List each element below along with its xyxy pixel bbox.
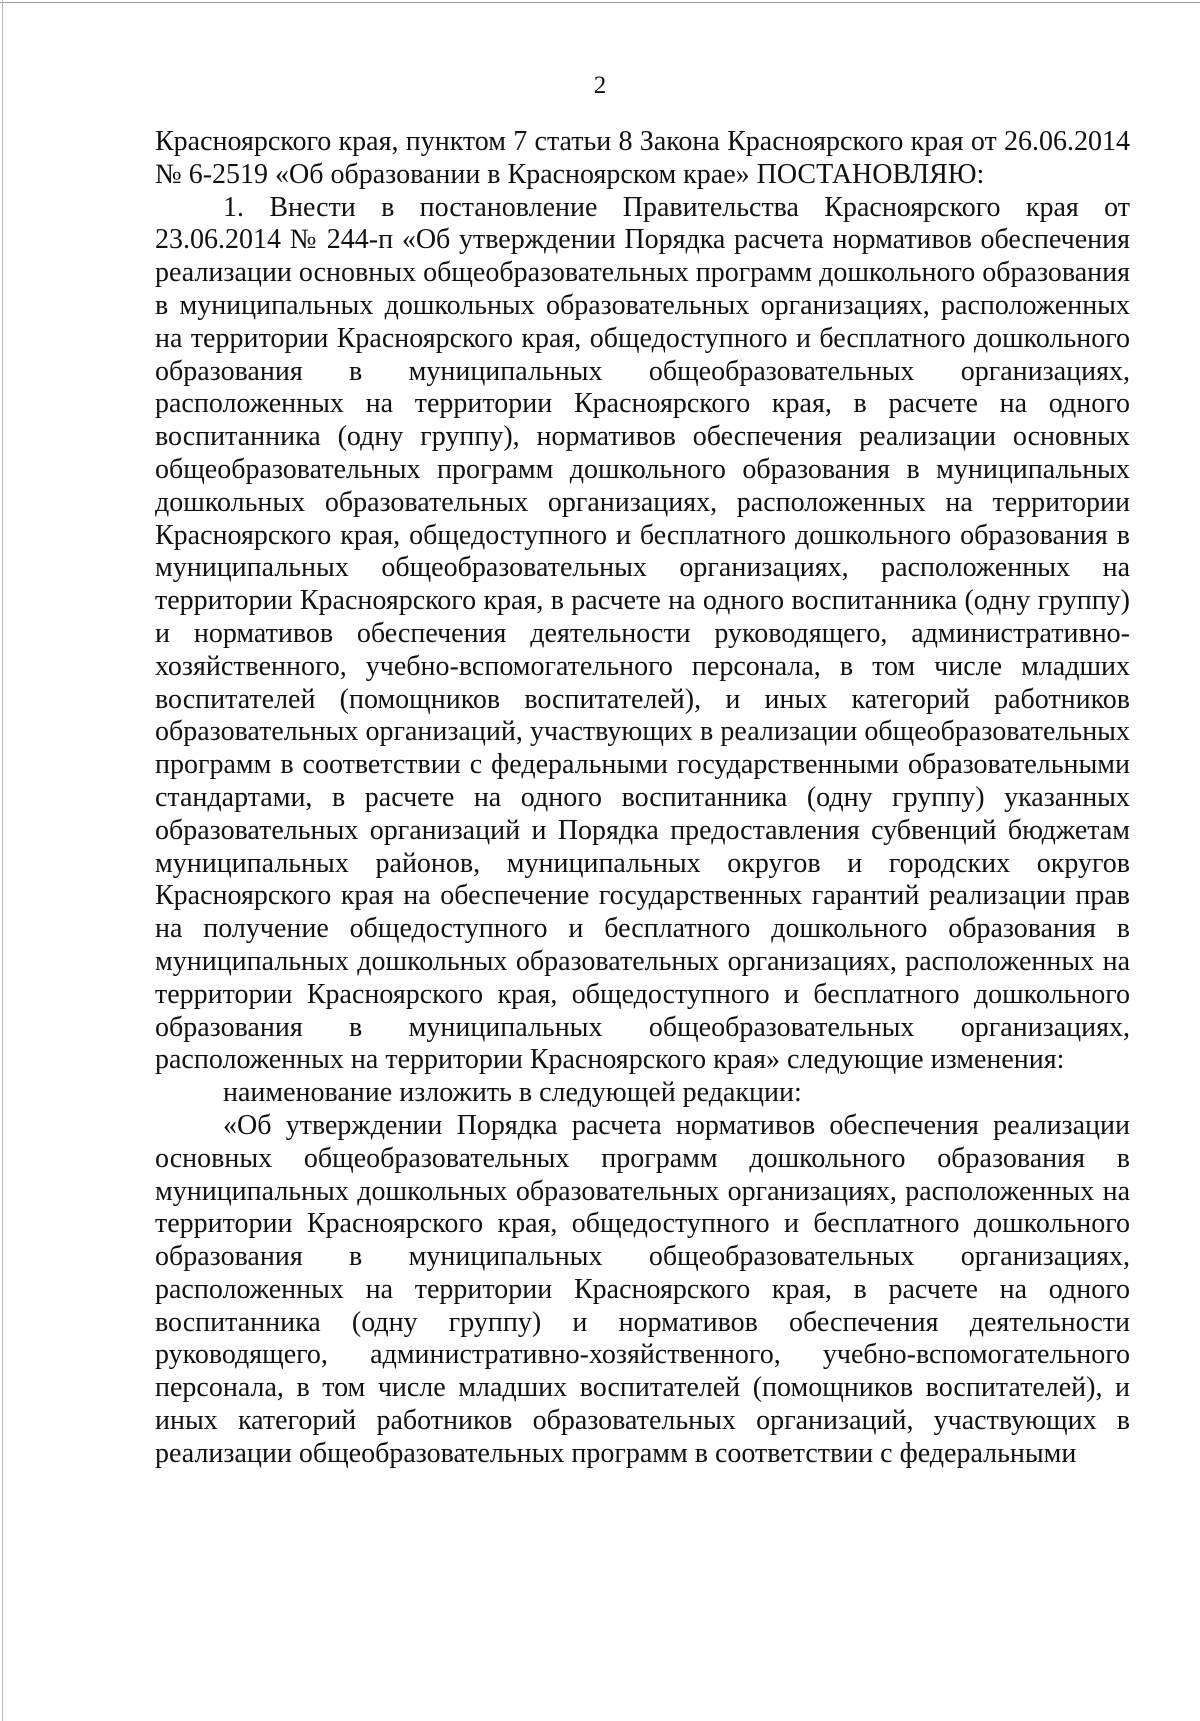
document-body [155,126,1130,1471]
scan-left-edge [2,0,3,1721]
page-number: 2 [593,72,607,99]
scan-top-edge [0,2,1200,3]
paragraph-item-1: 1. Внести в постановление Правительства Красноярского края от 23.06.2014 № 244-п «Об утверждении Порядка расчета нормативов обеспечения реализации основных общеобразовательных программ дошкольного образования в муниципальных дошкольных образовательных организациях, расположенных на территории Красноярского края, общедоступного и бесплатного дошкольного образования в муниципальных общеобразовательных организациях, расположенных на территории Красноярского края, в расчете на одного воспитанника (одну группу), нормативов обеспечения реализации основных общеобразовательных программ дошкольного образования в муниципальных дошкольных образовательных организациях, расположенных на территории Красноярского края, общедоступного и бесплатного дошкольного образования в муниципальных общеобразовательных организациях, расположенных на территории Красноярского края, в расчете на одного воспитанника (одну группу) и нормативов обеспечения деятельности руководящего, административно-хозяйственного, учебно-вспомогательного персонала, в том числе младших воспитателей (помощников воспитателей), и иных категорий работников образовательных организаций, участвующих в реализации общеобразовательных программ в соответствии с федеральными государственными образовательными стандартами, в расчете на одного воспитанника (одну группу) указанных образовательных организаций и Порядка предоставления субвенций бюджетам муниципальных районов, муниципальных округов и городских округов Красноярского края на обеспечение государственных гарантий реализации прав на получение общедоступного и бесплатного дошкольного образования в муниципальных дошкольных образовательных организациях, расположенных на территории Красноярского края, общедоступного и бесплатного дошкольного образования в муниципальных общеобразовательных организациях, расположенных на территории Красноярского края» следующие изменения: [155,191,1130,1076]
paragraph-new-title: «Об утверждении Порядка расчета нормативов обеспечения реализации основных общеобразовательных программ дошкольного образования в муниципальных дошкольных образовательных организациях, расположенных на территории Красноярского края, общедоступного и бесплатного дошкольного образования в муниципальных общеобразовательных организациях, расположенных на территории Красноярского края, в расчете на одного воспитанника (одну группу) и нормативов обеспечения деятельности руководящего, административно-хозяйственного, учебно-вспомогательного персонала, в том числе младших воспитателей (помощников воспитателей), и иных категорий работников образовательных организаций, участвующих в реализации общеобразовательных программ в соответствии с федеральными [155,1109,1130,1469]
paragraph-preamble: Красноярского края, пунктом 7 статьи 8 Закона Красноярского края от 26.06.2014 № 6-2519 «Об образовании в Красноярском крае» ПОСТАНОВЛЯЮ: [155,126,1130,190]
paragraph-title-instruction: наименование изложить в следующей редакции: [223,1077,802,1109]
